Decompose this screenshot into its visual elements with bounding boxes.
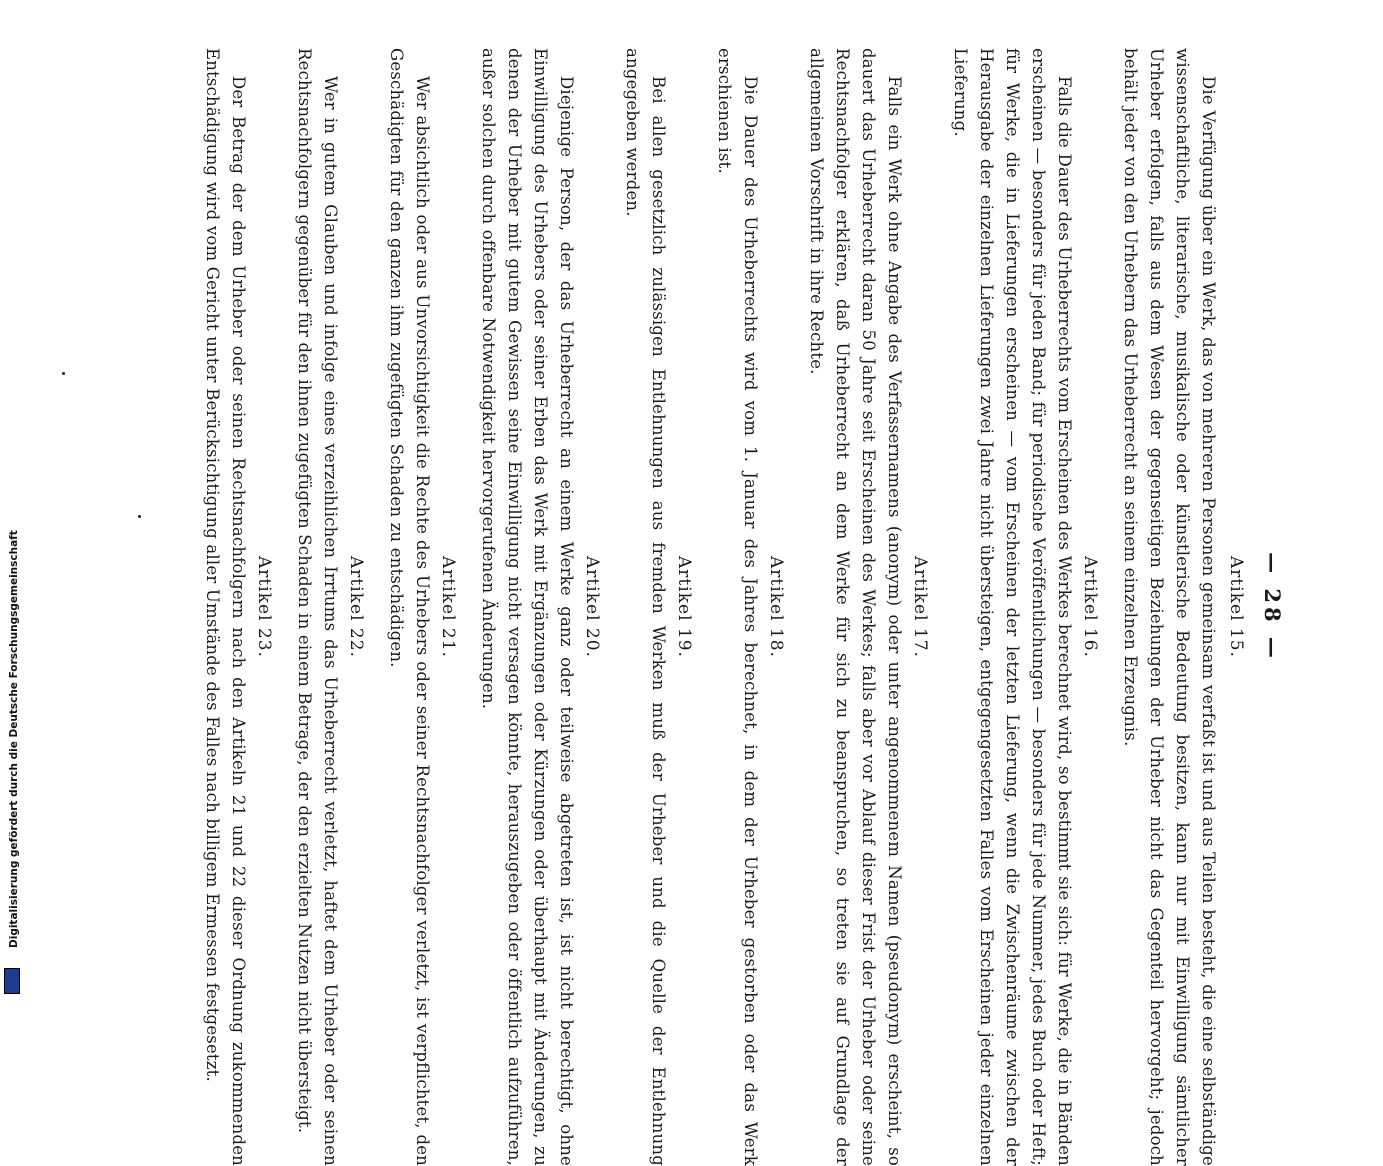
article-paragraph: Falls ein Werk ohne Angabe des Verfassernamens (anonym) oder unter angenommenem Namen (pseudonym) erscheint, so dauert das Urheberrecht daran 50 Jahre seit Erscheinen des Werkes; falls aber vor Ablauf dieser Frist der Urheber oder seine Rechtsnachfolger erklären, daß Urheberrecht an dem Werke für sich zu beanspruchen, so treten sie auf Grundlage der allgemeinen Vorschrift in ihre Rechte. (807, 48, 904, 1166)
article-heading: Artikel 16. (1080, 556, 1100, 658)
article-heading: Artikel 15. (1226, 556, 1246, 658)
article-paragraph: Bei allen gesetzlich zulässigen Entlehnungen aus fremden Werken muß der Urheber und die Quelle der Entlehnung angegeben werden. (623, 48, 668, 1166)
article-heading: Artikel 17. (910, 556, 930, 658)
article-paragraph: Diejenige Person, der das Urheberrecht an einem Werke ganz oder teilweise abgetreten ist, ist nicht berechtigt, ohne Einwilligung des Urhebers oder seiner Erben das Werk mit Ergänzungen oder Kürzungen oder überhaupt mit Änderungen, zu denen der Urheber mit gutem Gewissen seine Einwilligung nicht versagen könnte, herauszugeben oder öffentlich aufzuführen, außer solchen durch offenbare Notwendigkeit hervorgerufenen Änderungen. (479, 48, 576, 1166)
article-paragraph: Die Dauer des Urheberrechts wird vom 1. Januar des Jahres berechnet, in dem der Urheber gestorben oder das Werk erschienen ist. (715, 48, 760, 1166)
article-paragraph: Falls die Dauer des Urheberrechts vom Erscheinen des Werkes berechnet wird, so bestimmt sie sich: für Werke, die in Bänden erscheinen — besonders für jeden Band; für periodische Veröffentlichungen — besonders für jede Nummer, jedes Buch oder Heft; für Werke, die in Lieferungen erscheinen — vom Erscheinen der letzten Lieferung, wenn die Zwischenräume zwischen der Herausgabe der einzelnen Lieferungen zwei Jahre nicht übersteigen, entgegengesetzten Falles vom Erscheinen jeder einzelnen Lieferung. (951, 48, 1074, 1166)
article-heading: Artikel 23. (254, 556, 274, 658)
article-heading: Artikel 19. (674, 556, 694, 658)
page-content (199, 48, 1285, 1166)
scan-speck (62, 372, 65, 375)
article-paragraph: Wer absichtlich oder aus Unvorsichtigkeit die Rechte des Urhebers oder seiner Rechtsnachfolger verletzt, ist verpflichtet, den Geschädigten für den ganzen ihm zugefügten Schaden zu entschädigen. (387, 48, 432, 1166)
article-heading: Artikel 22. (346, 556, 366, 658)
page-number: — 28 — (1260, 552, 1285, 662)
scan-speck (138, 515, 141, 518)
article-heading: Artikel 21. (438, 556, 458, 658)
article-heading: Artikel 18. (766, 556, 786, 658)
article-paragraph: Die Verfügung über ein Werk, das von mehreren Personen gemeinsam verfaßt ist und aus Teilen besteht, die eine selbständige wissenschaftliche, literarische, musikalische oder künstlerische Bedeutung besitzen, kann nur mit Einwilligung sämtlicher Urheber erfolgen, falls aus dem Wesen der gegenseitigen Beziehungen der Urheber nicht das Gegenteil hervorgeht; jedoch behält jeder von den Urhebern das Urheberrecht an seinem einzelnen Erzeugnis. (1121, 48, 1218, 1166)
digitization-credit: Digitalisierung gefördert durch die Deutsche Forschungsgemeinschaft (8, 530, 20, 948)
article-paragraph: Der Betrag der dem Urheber oder seinen Rechtsnachfolgern nach den Artikeln 21 und 22 dieser Ordnung zukommenden Entschädigung wird vom Gericht unter Berücksichtigung aller Umstände des Falles nach billigem Ermessen festgesetzt. (203, 48, 248, 1166)
article-paragraph: Wer in gutem Glauben und infolge eines verzeihlichen Irrtums das Urheberrecht verletzt, haftet dem Urheber oder seinen Rechtsnachfolgern gegenüber für den ihnen zugefügten Schaden in einem Betrage, der den erzielten Nutzen nicht übersteigt. (295, 48, 340, 1166)
article-heading: Artikel 20. (582, 556, 602, 658)
